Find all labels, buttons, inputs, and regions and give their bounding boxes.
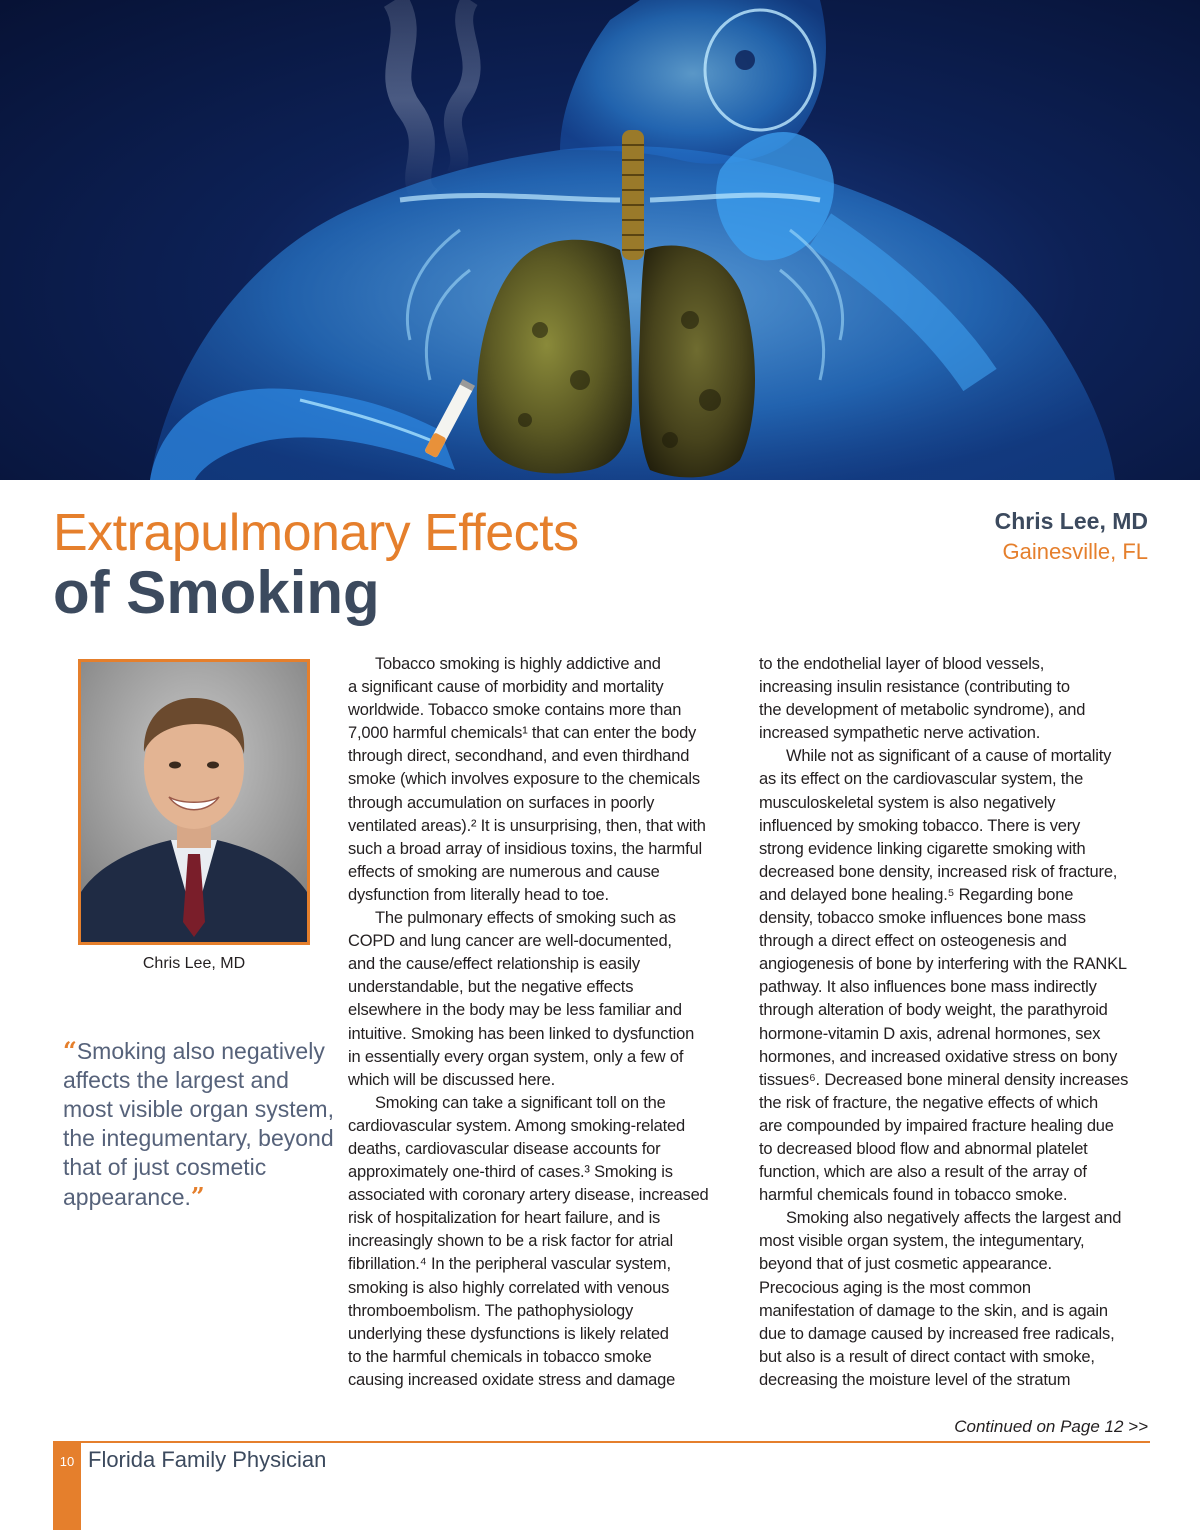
body-line: a significant cause of morbidity and mortality (348, 678, 664, 697)
smoker-xray-lungs-icon (0, 0, 1200, 480)
body-line: as its effect on the cardiovascular system, the (759, 770, 1084, 789)
body-paragraph (759, 745, 1149, 1207)
author-location: Gainesville, FL (1002, 539, 1148, 564)
body-line: musculoskeletal system is also negatively (759, 793, 1056, 812)
body-line: to the harmful chemicals in tobacco smoke (348, 1347, 652, 1366)
body-line: the development of metabolic syndrome), and (759, 701, 1086, 720)
footer-rule (53, 1441, 1150, 1443)
body-line: function, which are also a result of the array of (759, 1163, 1087, 1182)
body-line: density, tobacco smoke influences bone mass (759, 909, 1086, 928)
body-line: angiogenesis of bone by interfering with the RANKL (759, 955, 1127, 974)
body-line: smoking is also highly correlated with venous (348, 1278, 670, 1297)
body-line: While not as significant of a cause of mortality (786, 747, 1112, 766)
article-title-line1: Extrapulmonary Effects (53, 504, 579, 562)
body-line: intuitive. Smoking has been linked to dysfunction (348, 1024, 695, 1043)
body-line: associated with coronary artery disease, increased (348, 1186, 709, 1205)
body-line: Smoking can take a significant toll on the (375, 1093, 666, 1112)
body-line: increasing insulin resistance (contributing to (759, 678, 1070, 697)
body-line: the risk of fracture, the negative effects of which (759, 1093, 1098, 1112)
author-portrait (78, 659, 310, 945)
body-line: strong evidence linking cigarette smoking with (759, 839, 1086, 858)
body-line: cardiovascular system. Among smoking-related (348, 1116, 685, 1135)
body-line: are compounded by impaired fracture healing due (759, 1116, 1114, 1135)
close-quote-mark: ” (190, 1182, 205, 1211)
body-line: understandable, but the negative effects (348, 978, 634, 997)
body-line: through alteration of body weight, the parathyroid (759, 1001, 1108, 1020)
body-column-2 (759, 653, 1149, 1392)
body-line: increased sympathetic nerve activation. (759, 724, 1041, 743)
body-line: thromboembolism. The pathophysiology (348, 1301, 634, 1320)
publication-name: Florida Family Physician (88, 1447, 327, 1472)
portrait-caption: Chris Lee, MD (142, 955, 246, 972)
body-line: elsewhere in the body may be less familiar and (348, 1001, 682, 1020)
body-line: due to damage caused by increased free radicals, (759, 1324, 1115, 1343)
body-line: fibrillation.⁴ In the peripheral vascular system, (348, 1255, 671, 1274)
body-line: but also is a result of direct contact with smoke, (759, 1347, 1095, 1366)
body-line: decreased bone density, increased risk of fracture, (759, 862, 1118, 881)
body-line: The pulmonary effects of smoking such as (375, 909, 676, 928)
pull-quote-text: Smoking also negatively affects the largest and most visible organ system, the integumentary, beyond that of just cosmetic appearance. (63, 1038, 334, 1210)
body-line: increasingly shown to be a risk factor for atrial (348, 1232, 673, 1251)
body-line: 7,000 harmful chemicals¹ that can enter the body (348, 724, 697, 743)
body-line: COPD and lung cancer are well-documented, (348, 932, 672, 951)
open-quote-mark: “ (63, 1036, 77, 1065)
body-line: deaths, cardiovascular disease accounts for (348, 1139, 661, 1158)
author-name: Chris Lee, MD (994, 508, 1148, 534)
body-line: Smoking also negatively affects the largest and (786, 1209, 1122, 1228)
body-line: risk of hospitalization for heart failure, and is (348, 1209, 661, 1228)
continued-link[interactable]: Continued on Page 12 >> (954, 1417, 1148, 1436)
pull-quote (63, 1036, 335, 1212)
body-line: harmful chemicals found in tobacco smoke. (759, 1186, 1068, 1205)
body-paragraph (759, 653, 1149, 745)
page-number: 10 (59, 1454, 75, 1469)
body-line: influenced by smoking tobacco. There is very (759, 816, 1081, 835)
body-line: Precocious aging is the most common (759, 1278, 1031, 1297)
body-line: pathway. It also influences bone mass indirectly (759, 978, 1097, 997)
body-line: in essentially every organ system, only a few of (348, 1047, 684, 1066)
body-line: Tobacco smoking is highly addictive and (375, 655, 661, 673)
body-line: dysfunction from literally head to toe. (348, 885, 609, 904)
body-paragraph (348, 1092, 738, 1392)
body-paragraph (348, 907, 738, 1092)
article-title-line2: of Smoking (53, 559, 380, 626)
body-line: most visible organ system, the integumentary, (759, 1232, 1085, 1251)
body-line: which will be discussed here. (348, 1070, 555, 1089)
body-line: worldwide. Tobacco smoke contains more than (348, 701, 682, 720)
body-line: to the endothelial layer of blood vessels, (759, 655, 1045, 673)
body-line: causing increased oxidate stress and damage (348, 1370, 676, 1389)
body-line: through a direct effect on osteogenesis and (759, 932, 1067, 951)
body-line: through accumulation on surfaces in poorly (348, 793, 655, 812)
author-photo-icon (81, 662, 307, 942)
body-line: manifestation of damage to the skin, and is again (759, 1301, 1108, 1320)
body-line: and the cause/effect relationship is easily (348, 955, 640, 974)
body-line: smoke (which involves exposure to the chemicals (348, 770, 700, 789)
body-line: tissues⁶. Decreased bone mineral density increases (759, 1070, 1129, 1089)
body-line: such a broad array of insidious toxins, the harmful (348, 839, 702, 858)
body-line: beyond that of just cosmetic appearance. (759, 1255, 1052, 1274)
body-line: through direct, secondhand, and even thirdhand (348, 747, 690, 766)
body-line: ventilated areas).² It is unsurprising, then, that with (348, 816, 706, 835)
body-line: and delayed bone healing.⁵ Regarding bone (759, 885, 1074, 904)
hero-illustration (0, 0, 1200, 480)
body-line: to decreased blood flow and abnormal platelet (759, 1139, 1088, 1158)
body-column-1 (348, 653, 738, 1392)
body-line: hormones, and increased oxidative stress on bony (759, 1047, 1118, 1066)
body-paragraph (348, 653, 738, 907)
body-line: approximately one-third of cases.³ Smoking is (348, 1163, 673, 1182)
body-line: hormone-vitamin D axis, adrenal hormones, sex (759, 1024, 1101, 1043)
body-line: underlying these dysfunctions is likely related (348, 1324, 669, 1343)
body-line: decreasing the moisture level of the stratum (759, 1370, 1071, 1389)
body-line: effects of smoking are numerous and cause (348, 862, 660, 881)
body-paragraph (759, 1207, 1149, 1392)
